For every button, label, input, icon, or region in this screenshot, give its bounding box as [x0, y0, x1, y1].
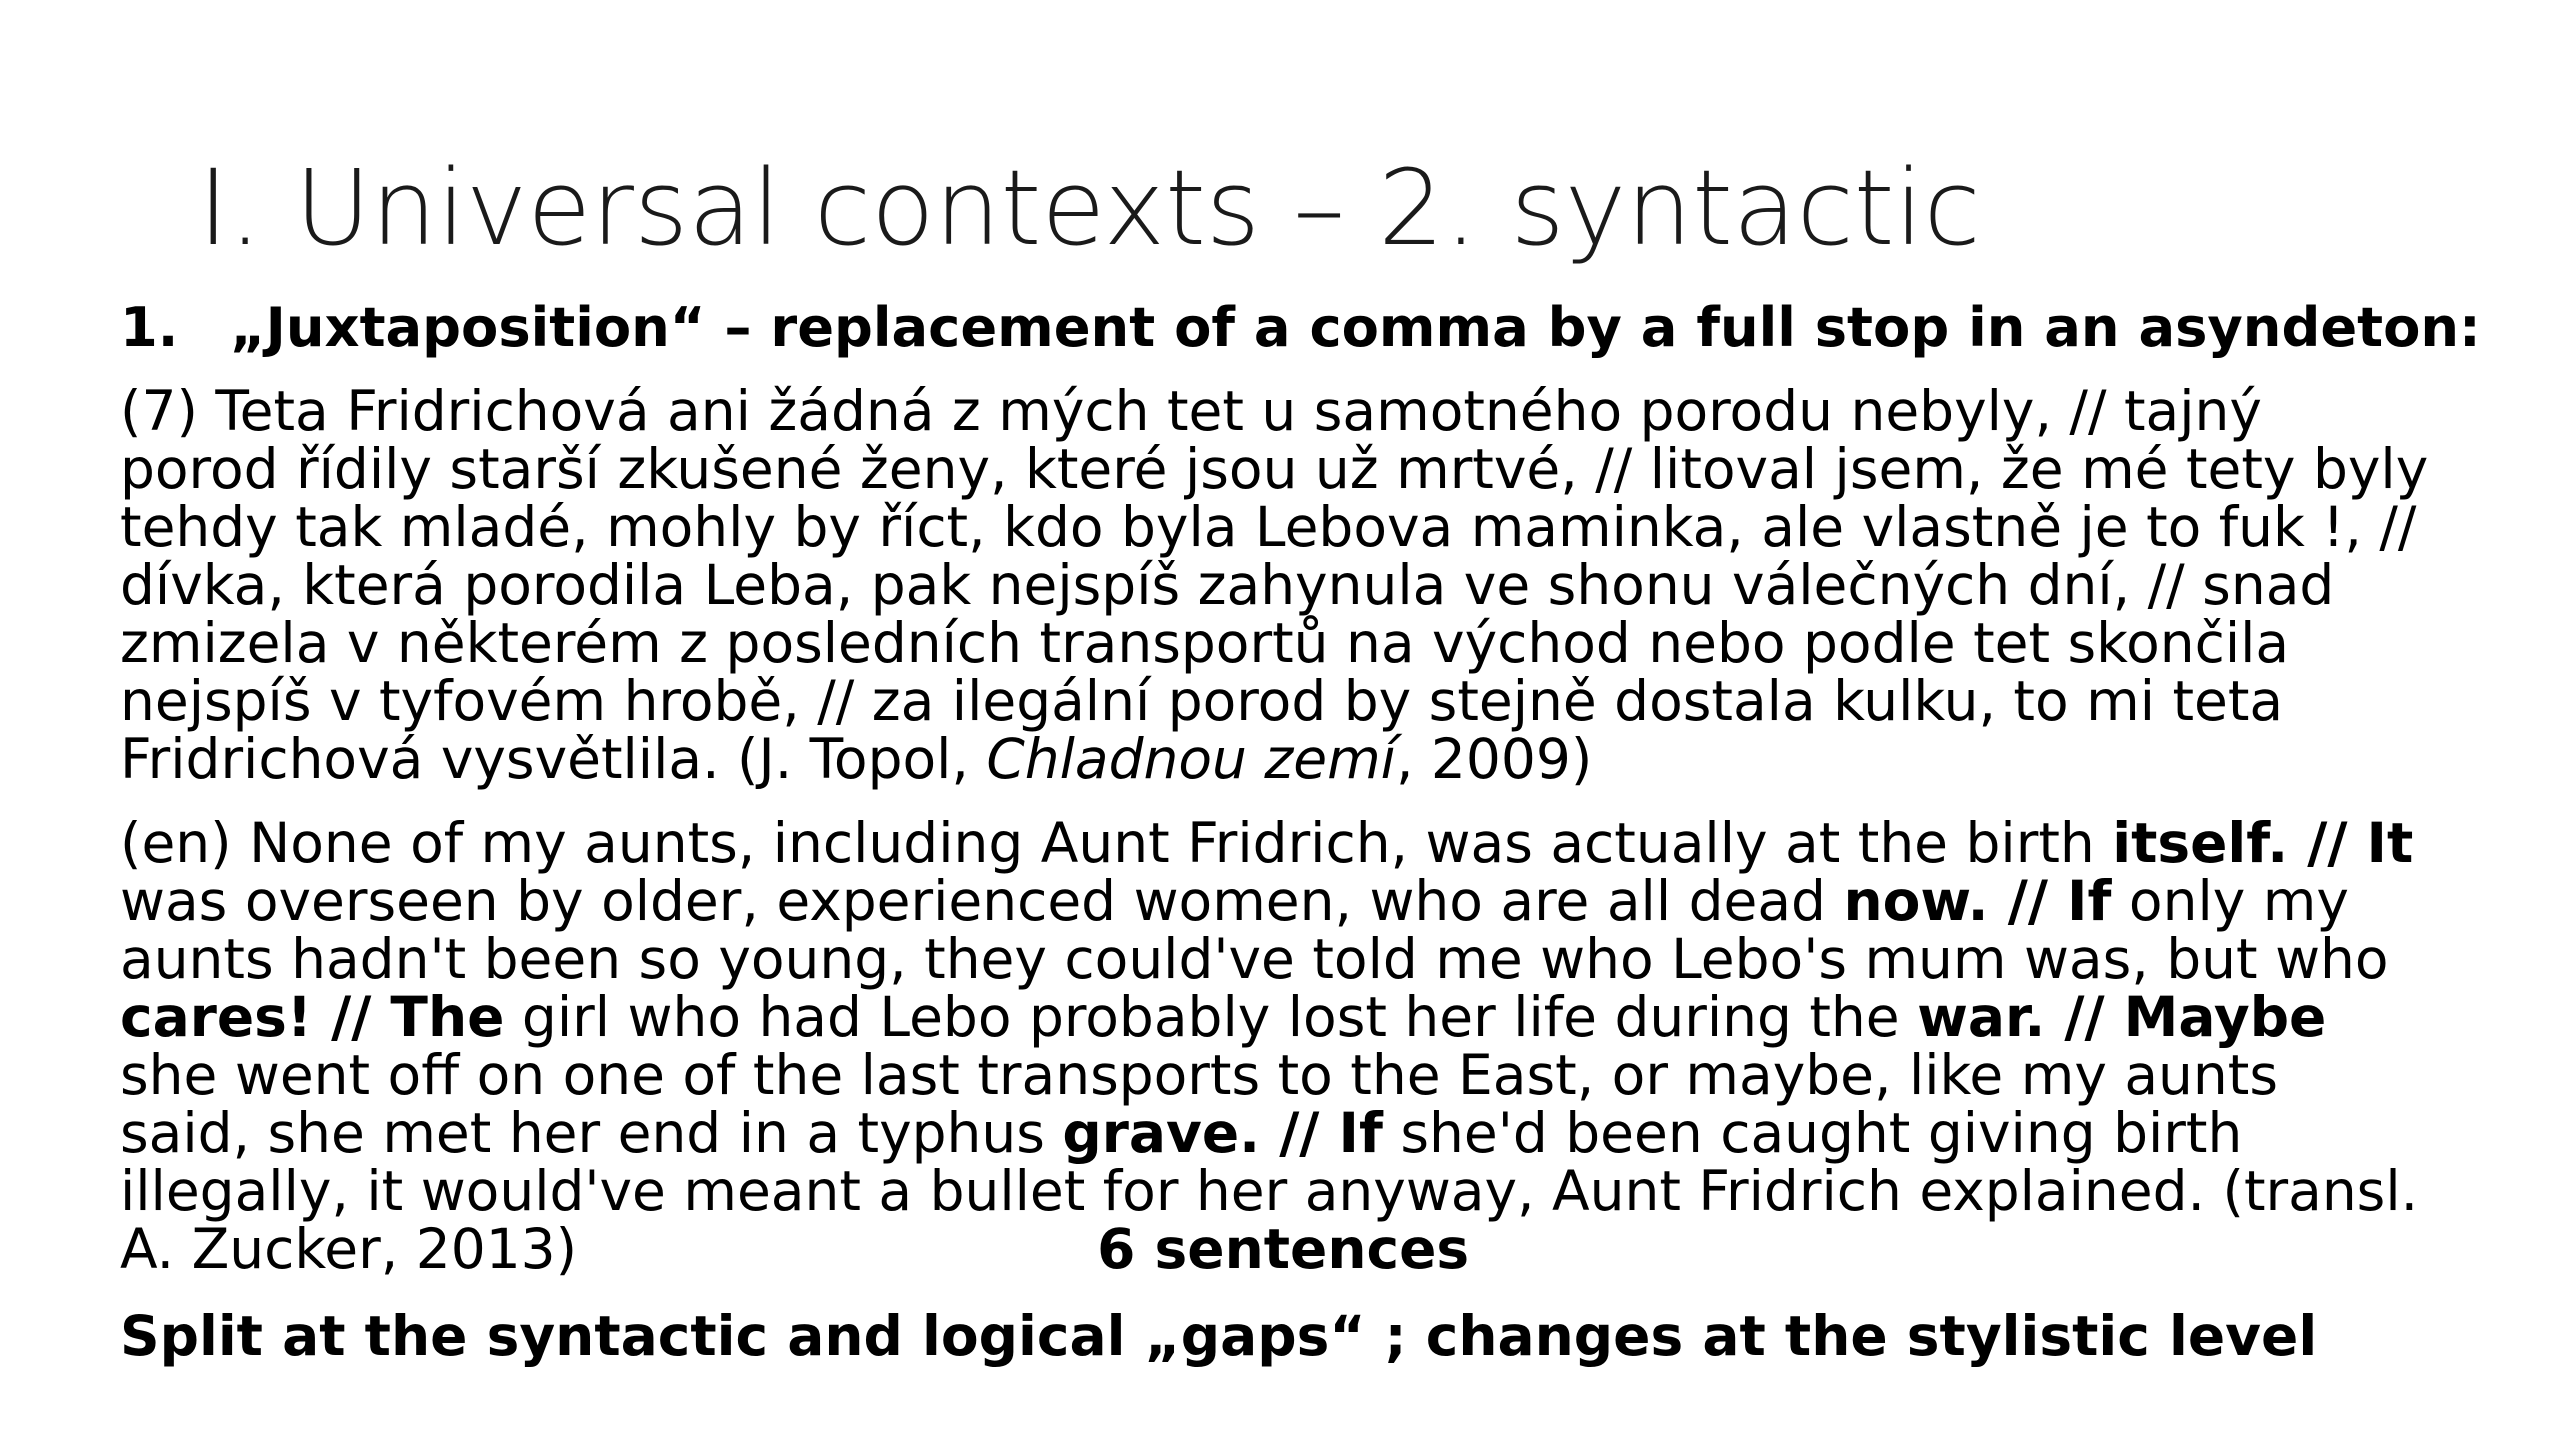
english-line-7: illegally, it would've meant a bullet for her anyway, Aunt Fridrich explained. (transl.: [120, 1159, 2419, 1223]
sentence-break: war. // Maybe: [1917, 985, 2327, 1049]
section-heading: [120, 296, 2480, 360]
heading-number: 1.: [120, 296, 179, 359]
english-text: only my: [2111, 869, 2349, 933]
book-title: Chladnou zemí: [986, 727, 1396, 791]
heading-text: „Juxtaposition“ – replacement of a comma by a full stop in an asyndeton:: [230, 296, 2481, 359]
english-line-8: [120, 1217, 2480, 1281]
english-line-6: [120, 1101, 2480, 1165]
sentence-break: now. // If: [1843, 869, 2112, 933]
english-line-1: [120, 811, 2480, 875]
english-line-2: [120, 869, 2480, 933]
czech-line-6: nejspíš v tyfovém hrobě, // za ilegální porod by stejně dostala kulku, to mi teta: [120, 669, 2284, 733]
czech-example: [120, 379, 2480, 791]
english-translation: [120, 811, 2480, 1281]
english-line-3: aunts hadn't been so young, they could've told me who Lebo's mum was, but who: [120, 927, 2389, 991]
slide-content: [120, 296, 2480, 1368]
sentence-break: cares! // The: [120, 985, 505, 1049]
czech-citation-suffix: , 2009): [1395, 727, 1593, 791]
czech-line-2: porod řídily starší zkušené ženy, které jsou už mrtvé, // litoval jsem, že mé tety byly: [120, 437, 2429, 501]
translator-citation: A. Zucker, 2013): [120, 1217, 578, 1281]
czech-line-3: tehdy tak mladé, mohly by říct, kdo byla Lebova maminka, ale vlastně je to fuk !, //: [120, 495, 2417, 559]
czech-line-7: [120, 727, 2480, 791]
sentence-break: itself. // It: [2112, 811, 2414, 875]
english-text: was overseen by older, experienced women, who are all dead: [120, 869, 1844, 933]
english-text: said, she met her end in a typhus: [120, 1101, 1063, 1165]
sentence-break: grave. // If: [1062, 1101, 1383, 1165]
slide-title: I. Universal contexts – 2. syntactic: [198, 147, 1981, 269]
english-line-4: [120, 985, 2480, 1049]
czech-line-1: (7) Teta Fridrichová ani žádná z mých tet u samotného porodu nebyly, // tajný: [120, 379, 2262, 443]
sentence-count: 6 sentences: [1097, 1217, 1470, 1281]
czech-line-4: dívka, která porodila Leba, pak nejspíš zahynula ve shonu válečných dní, // snad: [120, 553, 2335, 617]
english-text: she'd been caught giving birth: [1382, 1101, 2243, 1165]
english-line-5: she went off on one of the last transports to the East, or maybe, like my aunts: [120, 1043, 2278, 1107]
conclusion-text: Split at the syntactic and logical „gaps“ ; changes at the stylistic level: [120, 1304, 2318, 1368]
english-text: (en) None of my aunts, including Aunt Fridrich, was actually at the birth: [120, 811, 2113, 875]
english-text: girl who had Lebo probably lost her life during the: [504, 985, 1918, 1049]
czech-citation-prefix: Fridrichová vysvětlila. (J. Topol,: [120, 727, 987, 791]
czech-line-5: zmizela v některém z posledních transportů na východ nebo podle tet skončila: [120, 611, 2290, 675]
